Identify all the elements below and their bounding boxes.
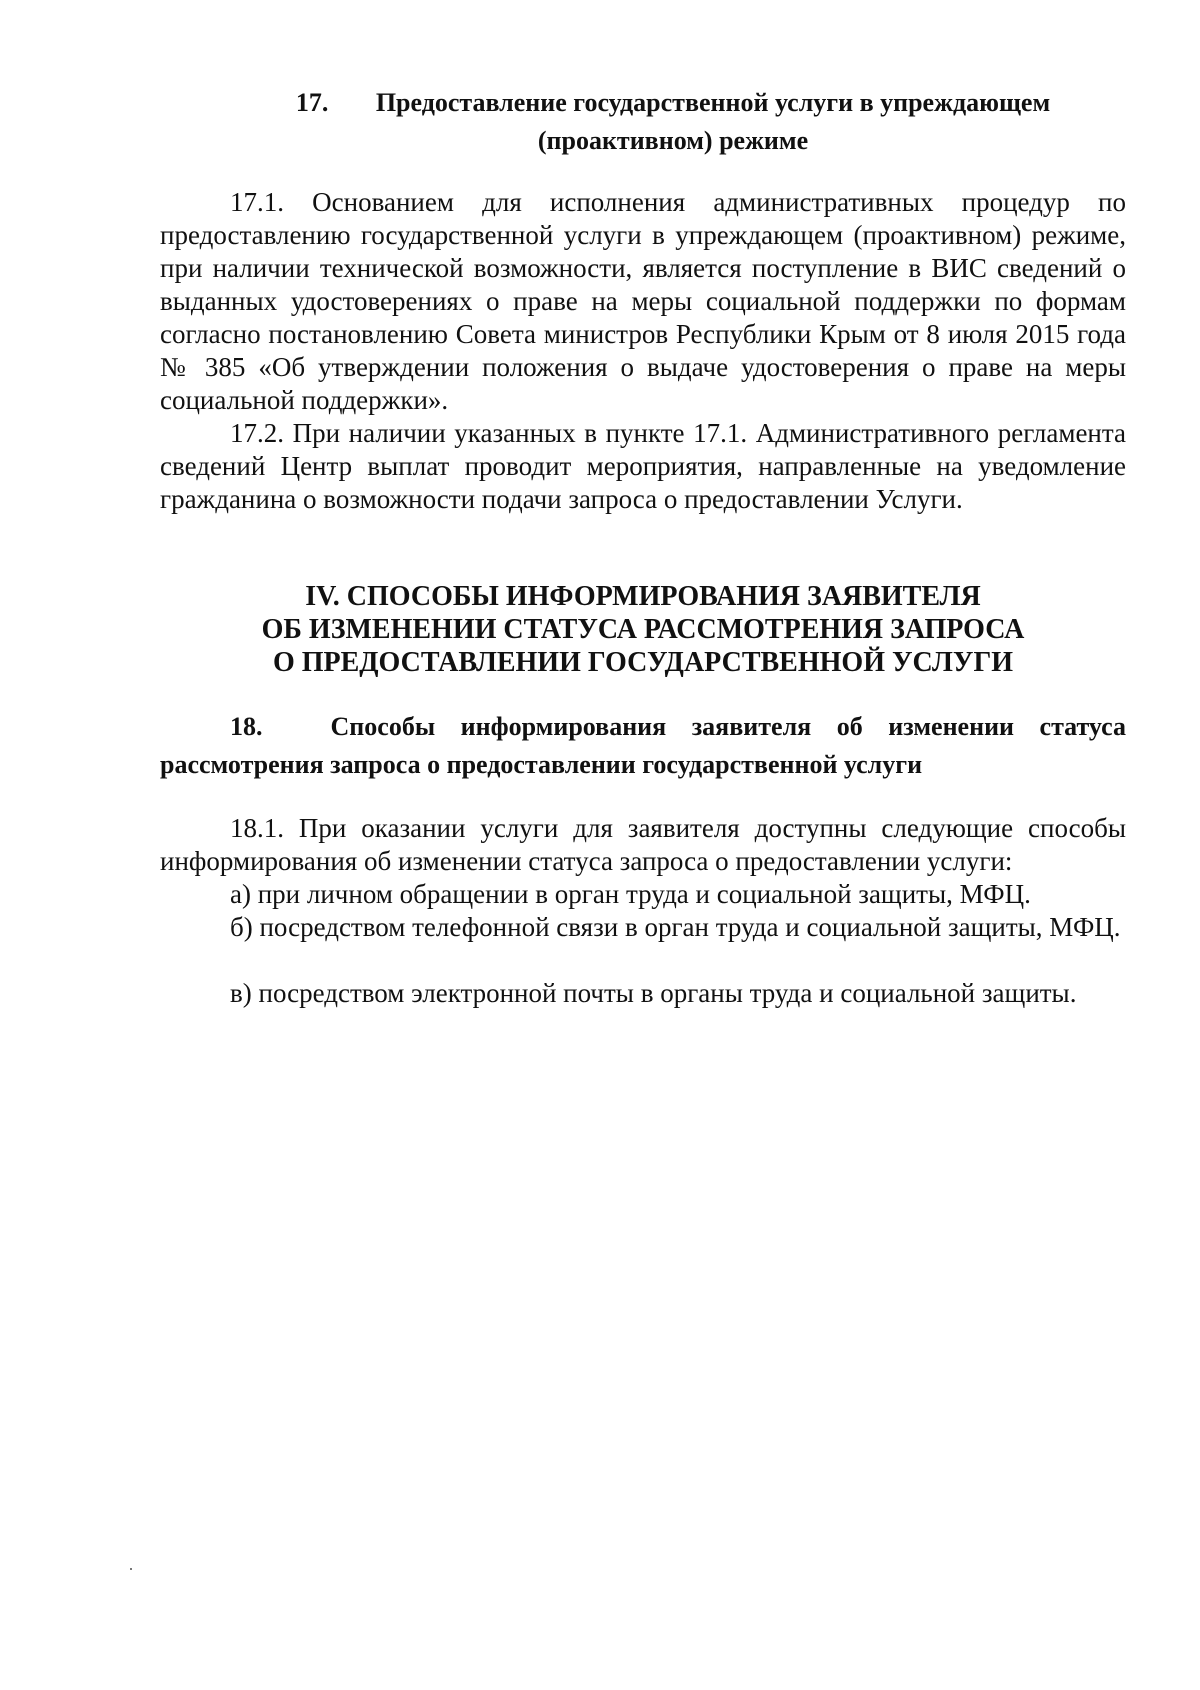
paragraph-17-1-number: 17.1. [230,187,284,217]
paragraph-17-1 [160,186,1126,417]
chapter-4-line3: О ПРЕДОСТАВЛЕНИИ ГОСУДАРСТВЕННОЙ УСЛУГИ [272,647,1014,678]
paragraph-17-2-text: При наличии указанных в пункте 17.1. Административного регламента сведений Центр выплат проводит мероприятия, направленные на уведомление гражданина о возможности подачи запроса о предоставлении Услуги. [160,418,1126,514]
section-18-heading [160,708,1126,784]
list-item-c: в) посредством электронной почты в органы труда и социальной защиты. [230,978,1077,1008]
paragraph-17-2-number: 17.2. [230,418,284,448]
paragraph-18-1 [160,812,1126,878]
paragraph-18-1-text: При оказании услуги для заявителя доступны следующие способы информирования об изменении статуса запроса о предоставлении услуги: [160,813,1126,876]
paragraph-17-1-text: Основанием для исполнения административных процедур по предоставлению государственной услуги в упреждающем (проактивном) режиме, при наличии технической возможности, является поступление в ВИС сведений о выданных удостоверениях о праве на меры социальной поддержки по формам согласно постановлению Совета министров Республики Крым от 8 июля 2015 года № 385 «Об утверждении положения о выдаче удостоверения о праве на меры социальной поддержки». [160,187,1127,415]
list-item-a: а) при личном обращении в орган труда и социальной защиты, МФЦ. [230,879,1031,909]
section-17-title-line1: Предоставление государственной услуги в упреждающем [375,88,1051,117]
section-17-heading [160,84,1126,160]
list-item-b [160,911,1126,944]
section-18-number: 18. [230,712,263,741]
chapter-4-line1: IV. СПОСОБЫ ИНФОРМИРОВАНИЯ ЗАЯВИТЕЛЯ [305,581,981,612]
section-17-title-line2: (проактивном) режиме [537,126,809,155]
section-18-title: Способы информирования заявителя об изменении статуса рассмотрения запроса о предоставлении государственной услуги [160,712,1126,779]
section-17-heading-line1 [220,84,1126,122]
chapter-4-line2: ОБ ИЗМЕНЕНИИ СТАТУСА РАССМОТРЕНИЯ ЗАПРОСА [261,614,1025,645]
paragraph-18-1-number: 18.1. [230,813,284,843]
scan-speck [130,1568,132,1570]
chapter-4-heading [160,580,1126,679]
section-17-number: 17. [295,88,329,117]
paragraph-17-2 [160,417,1126,516]
list-item-b-text: б) посредством телефонной связи в орган труда и социальной защиты, МФЦ. [230,912,1121,942]
